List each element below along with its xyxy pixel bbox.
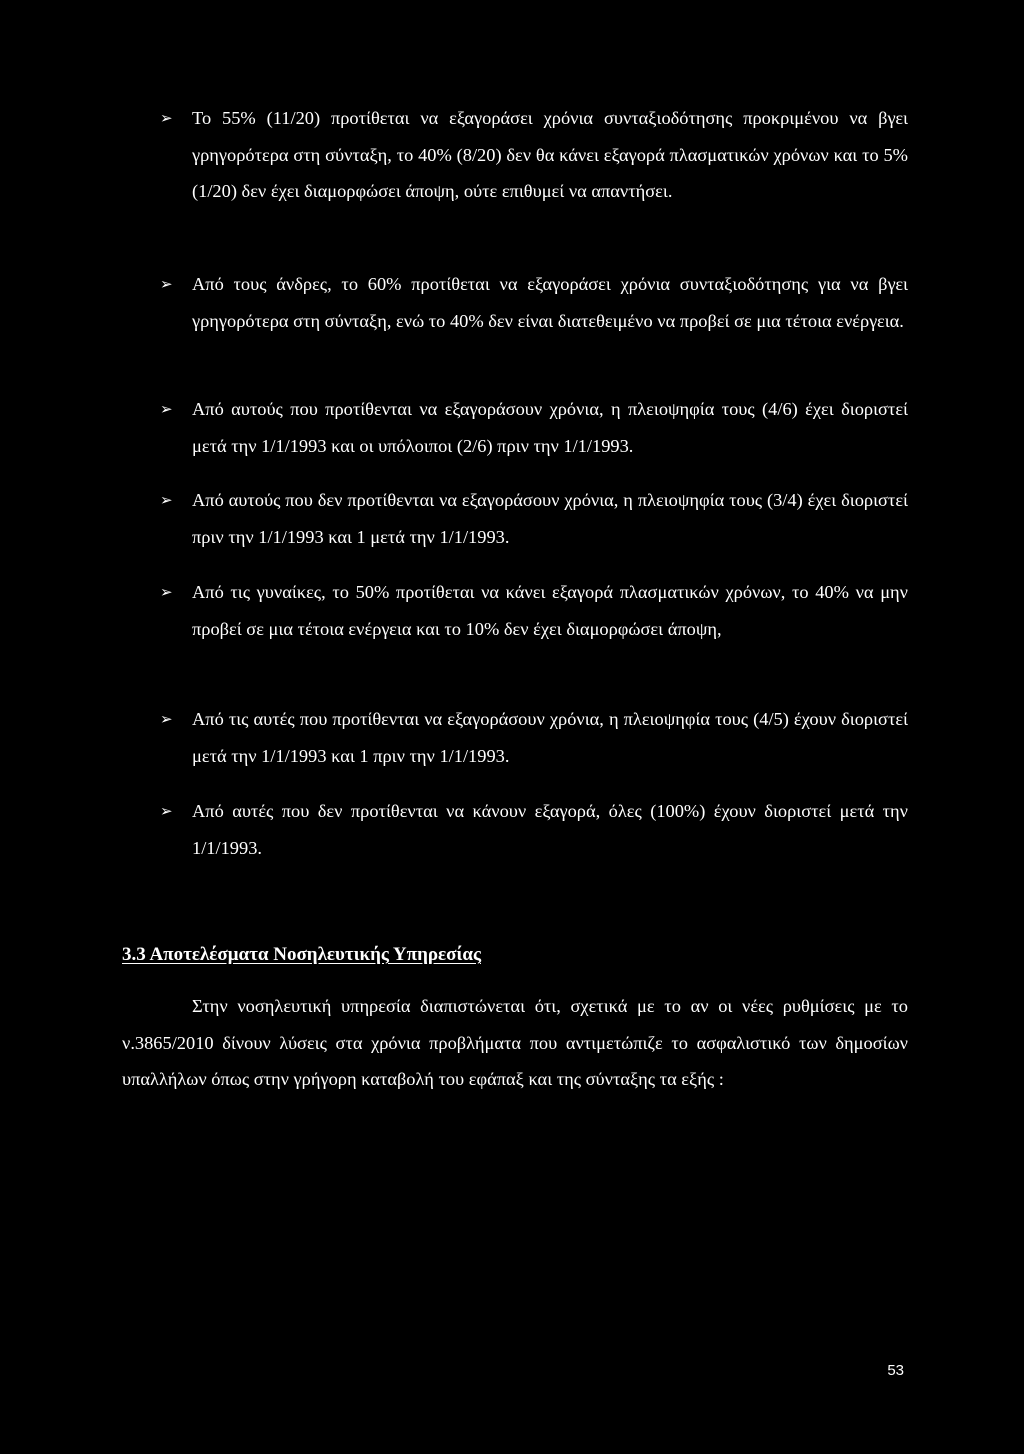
bullet-text: Από τις αυτές που προτίθενται να εξαγοράσουν χρόνια, η πλειοψηφία τους (4/5) έχουν διοριστεί μετά την 1/1/1993 και 1 πριν την 1/1/1993. [192,709,908,766]
bullet-text: Από αυτούς που δεν προτίθενται να εξαγοράσουν χρόνια, η πλειοψηφία τους (3/4) έχει διοριστεί πριν την 1/1/1993 και 1 μετά την 1/1/1993. [192,490,908,547]
section-heading: 3.3 Αποτελέσματα Νοσηλευτικής Υπηρεσίας [122,944,481,965]
arrow-bullet-icon: ➢ [160,109,173,127]
bullet-item [160,482,908,555]
bullet-item [160,391,908,464]
bullet-text: Από τις γυναίκες, το 50% προτίθεται να κάνει εξαγορά πλασματικών χρόνων, το 40% να μην προβεί σε μια τέτοια ενέργεια και το 10% δεν έχει διαμορφώσει άποψη, [192,582,908,639]
arrow-bullet-icon: ➢ [160,583,173,601]
bullet-text: Από αυτές που δεν προτίθενται να κάνουν εξαγορά, όλες (100%) έχουν διοριστεί μετά την 1/1/1993. [192,801,908,858]
bullet-item [160,574,908,647]
results-section [122,944,908,1098]
arrow-bullet-icon: ➢ [160,710,173,728]
bullet-item [160,793,908,866]
arrow-bullet-icon: ➢ [160,802,173,820]
page-number: 53 [887,1362,904,1379]
bullet-item [160,100,908,210]
arrow-bullet-icon: ➢ [160,275,173,293]
arrow-bullet-icon: ➢ [160,491,173,509]
section-body: Στην νοσηλευτική υπηρεσία διαπιστώνεται ότι, σχετικά με το αν οι νέες ρυθμίσεις με το ν.3865/2010 δίνουν λύσεις στα χρόνια προβλήματα που αντιμετώπιζε το ασφαλιστικό των δημοσίων υπαλλήλων όπως στην γρήγορη καταβολή του εφάπαξ και της σύνταξης τα εξής : [122,996,908,1089]
bullet-text: Από αυτούς που προτίθενται να εξαγοράσουν χρόνια, η πλειοψηφία τους (4/6) έχει διοριστεί μετά την 1/1/1993 και οι υπόλοιποι (2/6) πριν την 1/1/1993. [192,399,908,456]
bullet-text: Από τους άνδρες, το 60% προτίθεται να εξαγοράσει χρόνια συνταξιοδότησης για να βγει γρηγορότερα στη σύνταξη, ενώ το 40% δεν είναι διατεθειμένο να προβεί σε μια τέτοια ενέργεια. [192,274,908,331]
bullet-text: Το 55% (11/20) προτίθεται να εξαγοράσει χρόνια συνταξιοδότησης προκριμένου να βγει γρηγορότερα στη σύνταξη, το 40% (8/20) δεν θα κάνει εξαγορά πλασματικών χρόνων και το 5% (1/20) δεν έχει διαμορφώσει άποψη, ούτε επιθυμεί να απαντήσει. [192,108,908,201]
arrow-bullet-icon: ➢ [160,400,173,418]
bullet-item [160,266,908,339]
bullet-item [160,701,908,774]
